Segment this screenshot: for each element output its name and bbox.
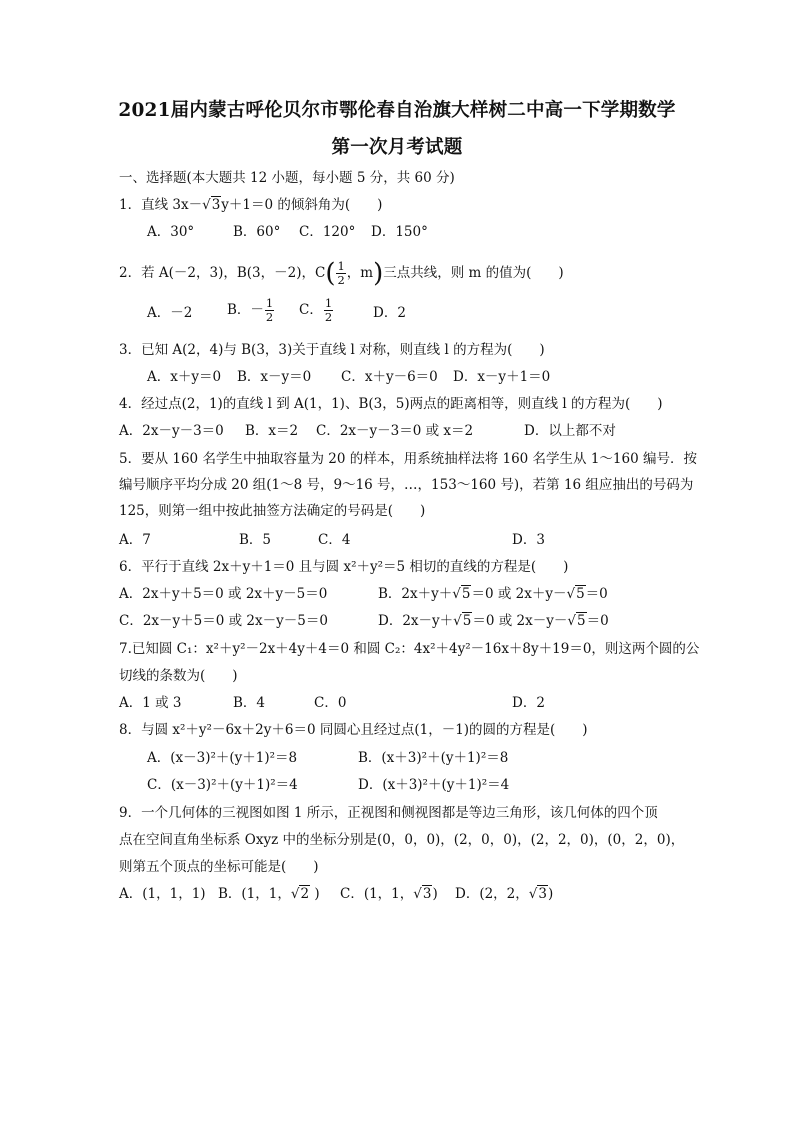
q1-option-d[interactable]: D．150° [371, 224, 428, 240]
question-2-stem: 2．若 A(－2，3)，B(3，－2)，C( $\frac{1}{2}$ ，m)三点共线，则 m 的值为( ) [119, 258, 564, 289]
q7-option-a[interactable]: A．1 或 3 [119, 695, 182, 711]
q2-option-d[interactable]: D．2 [373, 305, 406, 321]
q2-fraction: $\frac{1}{2}$ [337, 259, 345, 287]
q9-option-a[interactable]: A．(1，1，1) [119, 886, 206, 902]
q5-option-d[interactable]: D．3 [512, 532, 545, 548]
section-header: 一、选择题(本大题共 12 小题，每小题 5 分，共 60 分) [119, 170, 455, 186]
question-9-line3: 则第五个顶点的坐标可能是( ) [119, 859, 319, 875]
q9-option-b[interactable]: B．(1，1，√2 ) [218, 886, 320, 902]
question-8-stem: 8．与圆 x²＋y²－6x＋2y＋6＝0 同圆心且经过点(1，－1)的圆的方程是( ) [119, 722, 588, 738]
question-7-line2: 切线的条数为( ) [119, 668, 238, 684]
q4-option-a[interactable]: A．2x－y－3＝0 [119, 423, 224, 439]
q4-option-c[interactable]: C．2x－y－3＝0 或 x＝2 [316, 423, 474, 439]
question-7-line1: 7.已知圆 C₁：x²＋y²－2x＋4y＋4＝0 和圆 C₂：4x²＋4y²－16x＋8y＋19＝0，则这两个圆的公 [119, 641, 700, 657]
q1-option-b[interactable]: B．60° [233, 224, 281, 240]
q7-option-c[interactable]: C．0 [314, 695, 347, 711]
q9-option-c[interactable]: C．(1，1，√3) [340, 886, 438, 902]
q5-option-c[interactable]: C．4 [318, 532, 351, 548]
q8-option-c[interactable]: C．(x－3)²＋(y＋1)²＝4 [147, 777, 298, 793]
q3-option-a[interactable]: A．x＋y＝0 [147, 369, 222, 385]
q3-option-d[interactable]: D．x－y＋1＝0 [453, 369, 551, 385]
q8-option-a[interactable]: A．(x－3)²＋(y＋1)²＝8 [147, 750, 298, 766]
question-4-stem: 4．经过点(2，1)的直线 l 到 A(1，1)、B(3，5)两点的距离相等，则直线 l 的方程为( ) [119, 396, 663, 412]
q2-stem-a: 2．若 A(－2，3)，B(3，－2)，C [119, 265, 326, 281]
question-5-line2: 编号顺序平均分成 20 组(1～8 号，9～16 号，…，153～160 号)，若第 16 组应抽出的号码为 [119, 477, 694, 493]
q9-option-d[interactable]: D．(2，2，√3) [455, 886, 554, 902]
q6-option-a[interactable]: A．2x＋y＋5＝0 或 2x＋y－5＝0 [119, 586, 328, 602]
question-6-stem: 6．平行于直线 2x＋y＋1＝0 且与圆 x²＋y²＝5 相切的直线的方程是( ) [119, 559, 569, 575]
q6-option-c[interactable]: C．2x－y＋5＝0 或 2x－y－5＝0 [119, 613, 328, 629]
q2-stem-b: 三点共线，则 m 的值为( ) [383, 265, 564, 281]
q8-option-d[interactable]: D．(x＋3)²＋(y＋1)²＝4 [358, 777, 510, 793]
question-5-line1: 5．要从 160 名学生中抽取容量为 20 的样本，用系统抽样法将 160 名学生从 1～160 编号．按 [119, 451, 697, 467]
q4-option-d[interactable]: D．以上都不对 [524, 423, 616, 439]
q6-option-d[interactable]: D．2x－y＋√5＝0 或 2x－y－√5＝0 [378, 613, 609, 629]
sqrt-3: √3 [202, 197, 221, 213]
q3-option-c[interactable]: C．x＋y－6＝0 [341, 369, 438, 385]
q1-option-a[interactable]: A．30° [147, 224, 195, 240]
q5-option-a[interactable]: A．7 [119, 532, 151, 548]
q2-option-a[interactable]: A．－2 [147, 305, 193, 321]
q4-option-b[interactable]: B．x＝2 [245, 423, 299, 439]
q1-stem-a: 1．直线 3x－ [119, 197, 203, 213]
q2-option-b[interactable]: B．－ $\frac{1}{2}$ [227, 296, 274, 324]
q3-option-b[interactable]: B．x－y＝0 [237, 369, 312, 385]
q1-option-c[interactable]: C．120° [299, 224, 356, 240]
q2-option-c[interactable]: C． $\frac{1}{2}$ [299, 296, 333, 324]
question-3-stem: 3．已知 A(2，4)与 B(3，3)关于直线 l 对称，则直线 l 的方程为( ) [119, 342, 545, 358]
question-1-stem [119, 195, 382, 215]
q8-option-b[interactable]: B．(x＋3)²＋(y＋1)²＝8 [358, 750, 509, 766]
q2-stem-m: ，m [346, 265, 374, 281]
q7-option-d[interactable]: D．2 [512, 695, 545, 711]
q5-option-b[interactable]: B．5 [239, 532, 272, 548]
question-5-line3: 125，则第一组中按此抽签方法确定的号码是( ) [119, 503, 426, 519]
q7-option-b[interactable]: B．4 [233, 695, 266, 711]
page-title-line2: 第一次月考试题 [331, 137, 463, 158]
question-9-line1: 9．一个几何体的三视图如图 1 所示，正视图和侧视图都是等边三角形，该几何体的四个顶 [119, 805, 658, 821]
page-title-line1: 2021届内蒙古呼伦贝尔市鄂伦春自治旗大样树二中高一下学期数学 [118, 100, 676, 121]
q1-stem-b: y＋1＝0 的倾斜角为( ) [221, 197, 383, 213]
q6-option-b[interactable]: B．2x＋y＋√5＝0 或 2x＋y－√5＝0 [378, 586, 608, 602]
question-9-line2: 点在空间直角坐标系 Oxyz 中的坐标分别是(0，0，0)，(2，0，0)，(2，2，0)，(0，2，0)， [119, 832, 685, 848]
